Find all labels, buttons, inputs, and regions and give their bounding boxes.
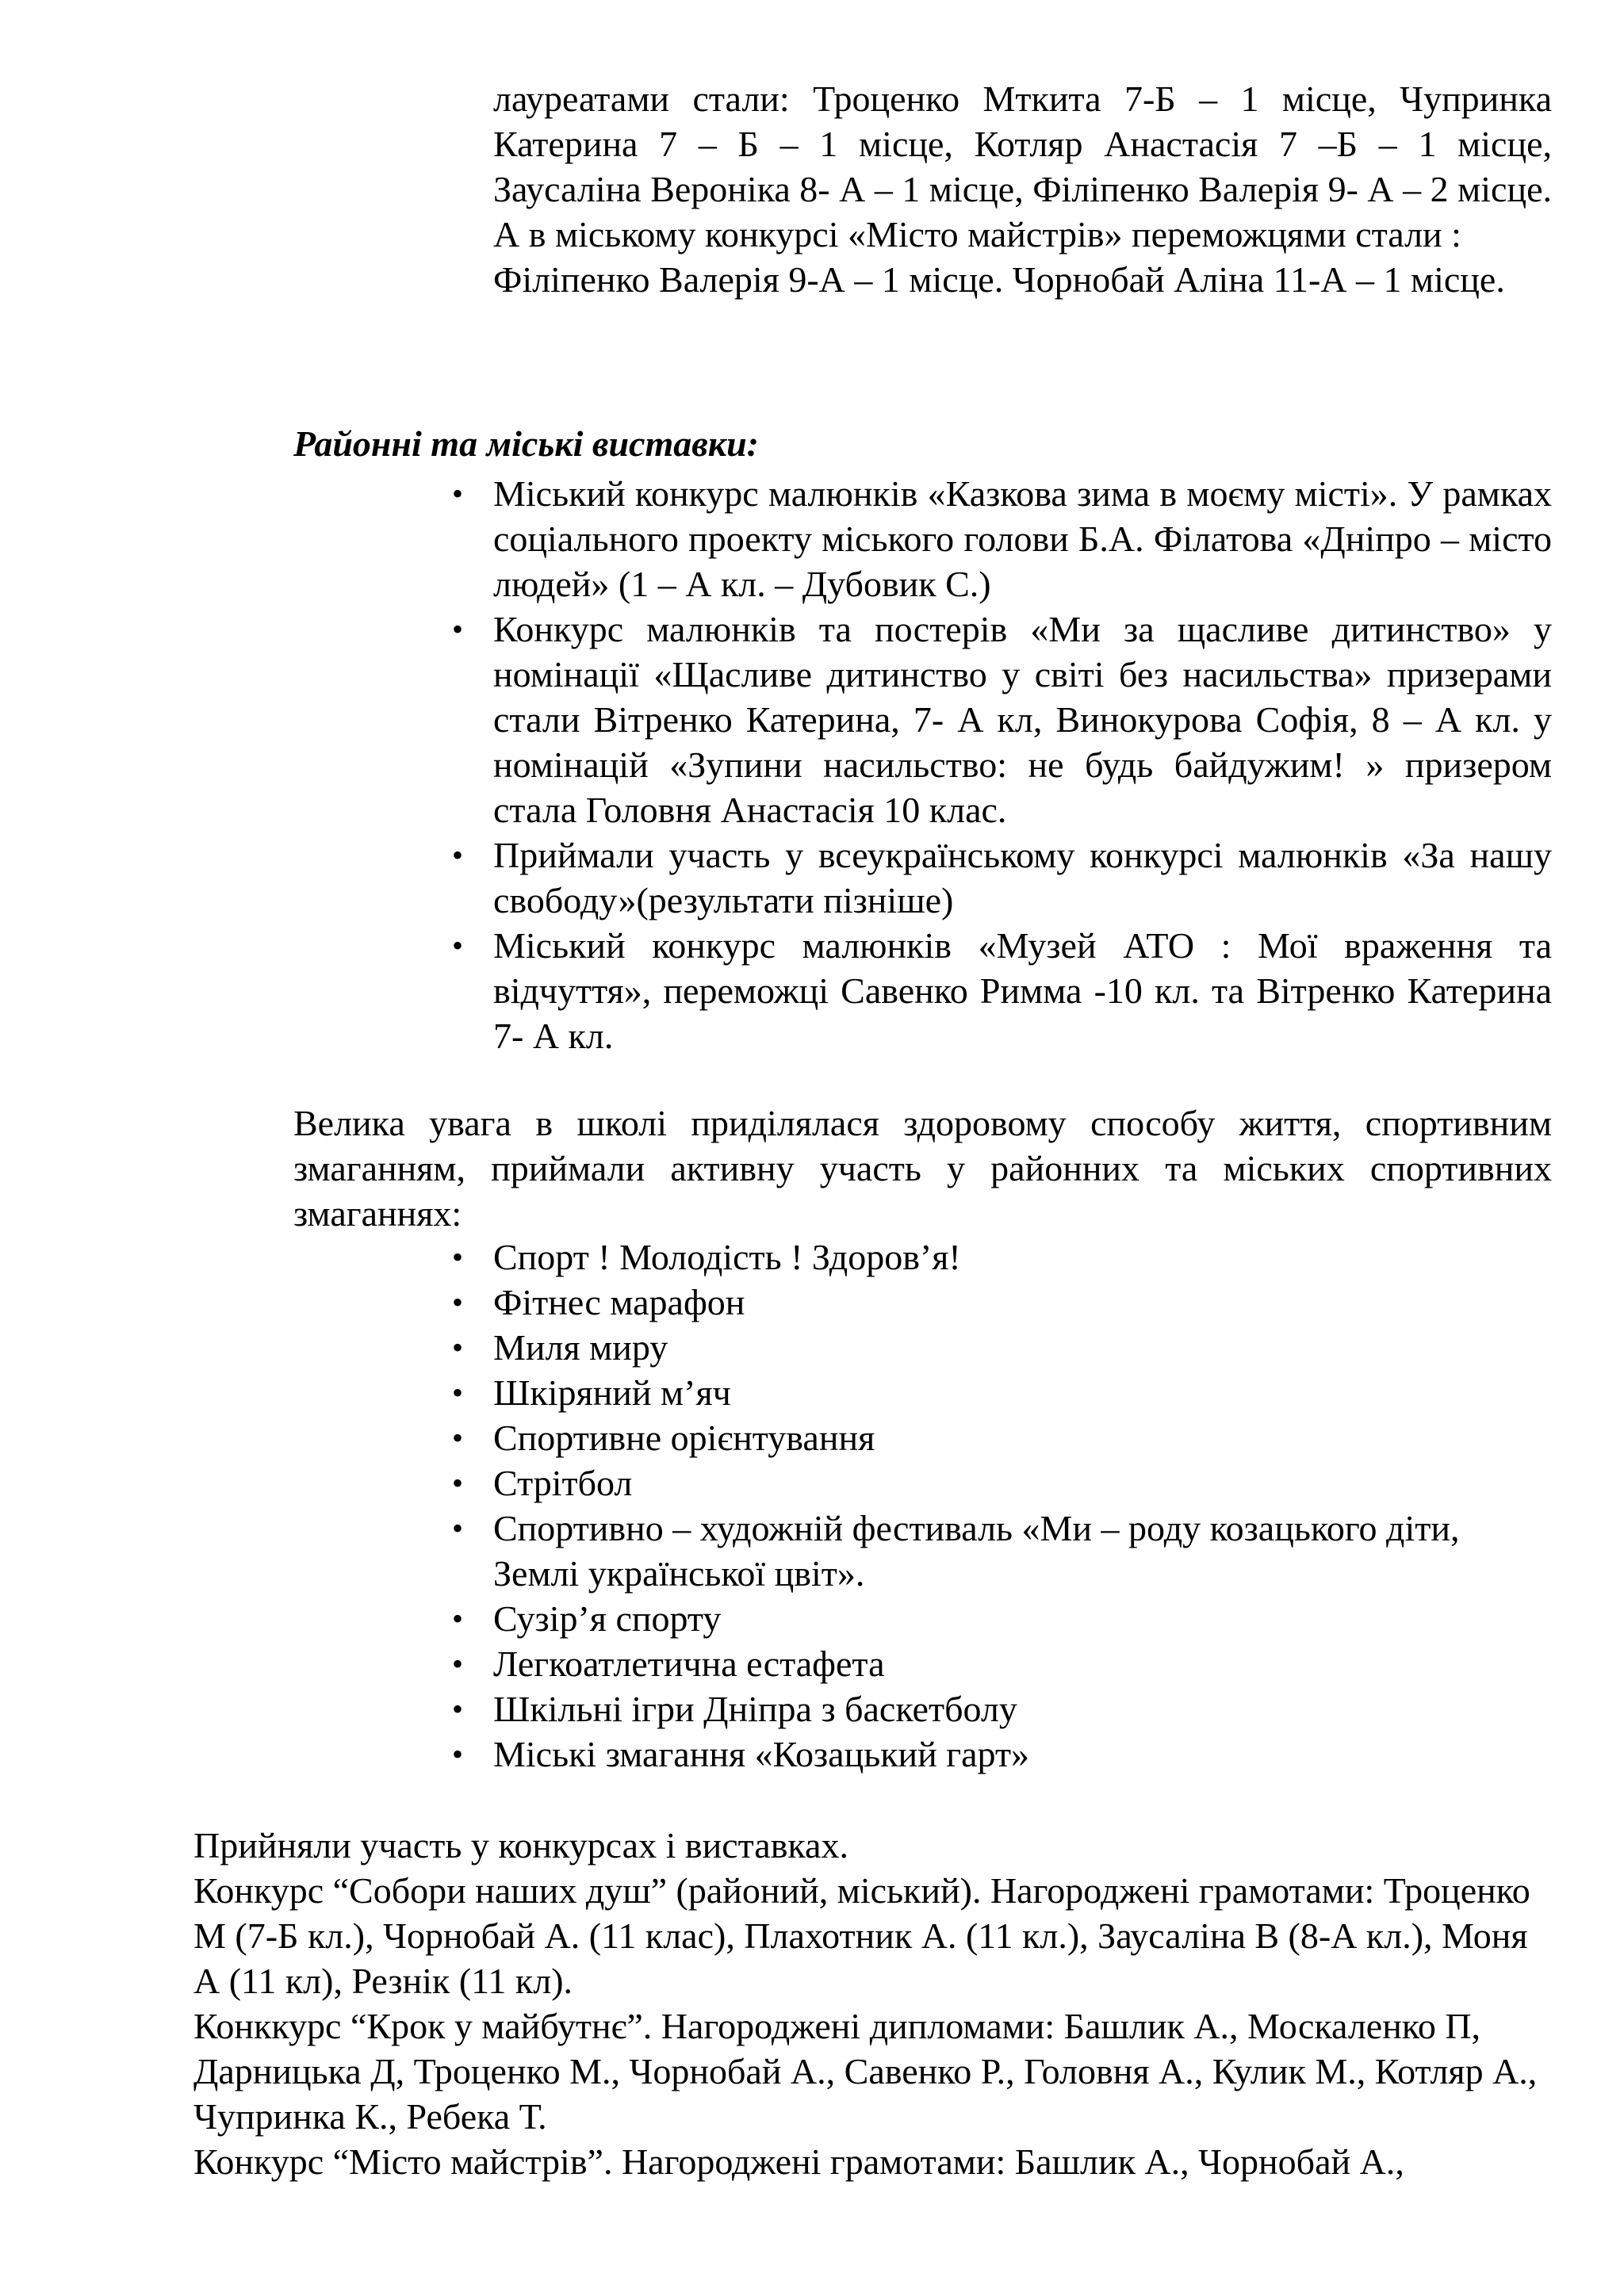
contests-section bbox=[193, 1823, 1542, 2184]
bullet-icon: • bbox=[452, 1646, 464, 1682]
list-item-text: Легкоатлетична естафета bbox=[493, 1644, 885, 1684]
bullet-icon: • bbox=[452, 1465, 464, 1501]
bullet-icon: • bbox=[452, 1601, 464, 1636]
bullet-icon: • bbox=[452, 476, 464, 511]
bullet-icon: • bbox=[452, 1420, 464, 1456]
list-item bbox=[452, 1234, 1552, 1280]
list-item-text: Приймали участь у всеукраїнському конкурсі малюнків «За нашу свободу»(результати пізніше) bbox=[493, 835, 1552, 920]
bullet-icon: • bbox=[452, 928, 464, 963]
list-item-text: Стрітбол bbox=[493, 1463, 633, 1503]
bullet-icon: • bbox=[452, 1239, 464, 1275]
list-item-text: Міські змагання «Козацький гарт» bbox=[493, 1734, 1030, 1774]
list-item-text: Спорт ! Молодість ! Здоров’я! bbox=[493, 1237, 961, 1277]
list-item-text: Сузір’я спорту bbox=[493, 1598, 722, 1639]
intro-paragraph bbox=[493, 76, 1552, 302]
list-item-text: Конкурс малюнків та постерів «Ми за щасливе дитинство» у номінації «Щасливе дитинство у світі без насильства» призерами стали Вітренко Катерина, 7- А кл, Винокурова Софія, 8 – А кл. у номінацій «Зупини насильство: не будь байдужим! » призером стала Головня Анастасія 10 клас. bbox=[493, 609, 1552, 830]
sports-intro-paragraph: Велика увага в школі приділялася здоровому способу життя, спортивним змаганням, приймали активну участь у районних та міських спортивних змаганнях: bbox=[293, 1103, 1552, 1234]
sports-list bbox=[452, 1234, 1552, 1777]
bullet-icon: • bbox=[452, 1691, 464, 1727]
list-item bbox=[452, 1596, 1552, 1641]
list-item bbox=[452, 1460, 1552, 1506]
list-item-text: Шкіряний м’яч bbox=[493, 1372, 731, 1413]
list-item bbox=[452, 1641, 1552, 1686]
bullet-icon: • bbox=[452, 611, 464, 647]
list-item bbox=[452, 1280, 1552, 1325]
list-item bbox=[452, 1506, 1552, 1596]
list-item-text: Фітнес марафон bbox=[493, 1282, 745, 1322]
bullet-icon: • bbox=[452, 1330, 464, 1365]
bullet-icon: • bbox=[452, 1510, 464, 1546]
contests-line-3: Конккурс “Крок у майбутнє”. Нагороджені дипломами: Башлик А., Москаленко П, Дарницька Д, Троценко М., Чорнобай А., Савенко Р., Головня А., Кулик М., Котляр А., Чупринка К., Ребека Т. bbox=[193, 2006, 1538, 2137]
exhibitions-heading: Районні та міські виставки: bbox=[293, 423, 759, 464]
contests-line-2: Конкурс “Собори наших душ” (районий, міський). Нагороджені грамотами: Троценко М (7-Б кл.), Чорнобай А. (11 клас), Плахотник А. (11 кл.), Заусаліна В (8-А кл.), Моня А (11 кл), Резнік (11 кл). bbox=[193, 1870, 1530, 2001]
list-item-text: Спортивне орієнтування bbox=[493, 1418, 875, 1458]
list-item bbox=[452, 1686, 1552, 1732]
contests-line-4: Конкурс “Місто майстрів”. Нагороджені грамотами: Башлик А., Чорнобай А., bbox=[193, 2141, 1404, 2182]
list-item-text: Міський конкурс малюнків «Музей АТО : Мої враження та відчуття», переможці Савенко Римма -10 кл. та Вітренко Катерина 7- А кл. bbox=[493, 925, 1552, 1056]
list-item bbox=[452, 1732, 1552, 1777]
intro-line-2: Філіпенко Валерія 9-А – 1 місце. Чорнобай Аліна 11-А – 1 місце. bbox=[493, 259, 1505, 300]
list-item bbox=[452, 607, 1552, 832]
list-item-text: Спортивно – художній фестиваль «Ми – роду козацького діти, Землі української цвіт». bbox=[493, 1508, 1460, 1594]
list-item bbox=[452, 832, 1552, 923]
bullet-icon: • bbox=[452, 1736, 464, 1772]
contests-line-1: Прийняли участь у конкурсах і виставках. bbox=[193, 1825, 848, 1866]
bullet-icon: • bbox=[452, 1284, 464, 1320]
bullet-icon: • bbox=[452, 837, 464, 873]
list-item bbox=[452, 923, 1552, 1058]
exhibitions-list bbox=[452, 471, 1552, 1058]
list-item bbox=[452, 1415, 1552, 1460]
list-item bbox=[452, 1370, 1552, 1415]
intro-line-1: лауреатами стали: Троценко Мткита 7-Б – 1 місце, Чупринка Катерина 7 – Б – 1 місце, Котляр Анастасія 7 –Б – 1 місце, Заусаліна Вероніка 8- А – 1 місце, Філіпенко Валерія 9- А – 2 місце. А в міському конкурсі «Місто майстрів» переможцями стали : bbox=[493, 78, 1552, 254]
list-item-text: Миля миру bbox=[493, 1327, 668, 1368]
list-item bbox=[452, 471, 1552, 607]
list-item-text: Міський конкурс малюнків «Казкова зима в моєму місті». У рамках соціального проекту міського голови Б.А. Філатова «Дніпро – місто людей» (1 – А кл. – Дубовик С.) bbox=[493, 473, 1552, 604]
list-item bbox=[452, 1325, 1552, 1370]
list-item-text: Шкільні ігри Дніпра з баскетболу bbox=[493, 1689, 1017, 1729]
bullet-icon: • bbox=[452, 1375, 464, 1410]
